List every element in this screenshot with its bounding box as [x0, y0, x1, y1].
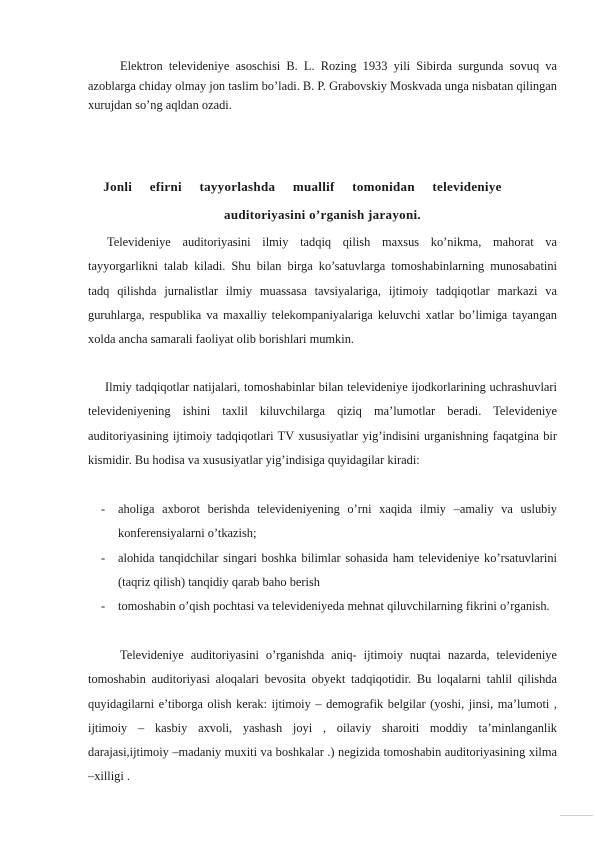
- list-item-text: alohida tanqidchilar singari boshka bilimlar sohasida ham televideniye ko’rsatuvlarini (taqriz qilish) tanqidiy qarab baho berish: [118, 550, 557, 589]
- list-dash-marker: -: [101, 502, 106, 516]
- list-dash-marker: -: [101, 599, 106, 614]
- page-corner-rule: [560, 815, 593, 816]
- section-heading-line-2: auditoriyasini o’rganish jarayoni.: [224, 207, 421, 222]
- list-item-text: tomoshabin o’qish pochtasi va televideniyeda mehnat qiluvchilarning fikrini o’rganish.: [118, 599, 550, 614]
- paragraph-2: Televideniye auditoriyasini ilmiy tadqiq qilish maxsus ko’nikma, mahorat va tayyorgarlikni talab kiladi. Shu bilan birga ko’satuvlarga tomoshabinlarning munosabatini tadq qilishda jurnalistlar ilmiy muassasa tavsiyalariga, ijtimoiy tadqiqotlar markazi va guruhlarga, respublika va maxalliy telekompaniyalariga keluvchi xatlar bo’limiga tayangan xolda ancha samarali faoliyat olib borishlari mumkin.: [88, 235, 557, 347]
- paragraph-1: Elektron televideniye asoschisi B. L. Rozing 1933 yili Sibirda surgunda sovuq va azoblarga chiday olmay jon taslim bo’ladi. B. P. Grabovskiy Moskvada unga nisbatan qilingan xurujdan so’ng aqldan ozadi.: [88, 59, 557, 112]
- list-item: [88, 546, 557, 595]
- list-item: [88, 497, 557, 546]
- section-heading: [88, 173, 557, 229]
- list-item: [88, 594, 557, 618]
- paragraph-3: Ilmiy tadqiqotlar natijalari, tomoshabinlar bilan televideniye ijodkorlarining uchrashuvlari televideniyening ishini taxlil kiluvchilarga qiziq ma’lumotlar beradi. Televideniye auditoriyasining ijtimoiy tadqiqotlari TV xususiyatlar yig’indisini urganishning faqatgina bir kismidir. Bu hodisa va xususiyatlar yig’indisiga quyidagilar kiradi:: [88, 380, 557, 467]
- paragraph-4: Televideniye auditoriyasini o’rganishda aniq- ijtimoiy nuqtai nazarda, televideniye tomoshabin auditoriyasi aloqalari bevosita obyekt tadqiqotidir. Bu loqalarni tahlil qilishda quyidagilarni e’tiborga olish kerak: ijtimoiy – demografik belgilar (yoshi, jinsi, ma’lumoti , ijtimoiy – kasbiy axvoli, yashash joyi , oilaviy sharoiti moddiy ta’minlanganlik darajasi,ijtimoiy –madaniy muxiti va boshkalar .) negizida tomoshabin auditoriyasining xilma –xilligi .: [88, 648, 557, 784]
- list-dash-marker: -: [101, 550, 106, 565]
- list-item-text: aholiga axborot berishda televideniyening o’rni xaqida ilmiy –amaliy va uslubiy konferensiyalarni o’tkazish;: [118, 502, 557, 541]
- bullet-list: [88, 497, 557, 618]
- section-heading-line-1: Jonli efirni tayyorlashda muallif tomonidan televideniye: [103, 179, 502, 194]
